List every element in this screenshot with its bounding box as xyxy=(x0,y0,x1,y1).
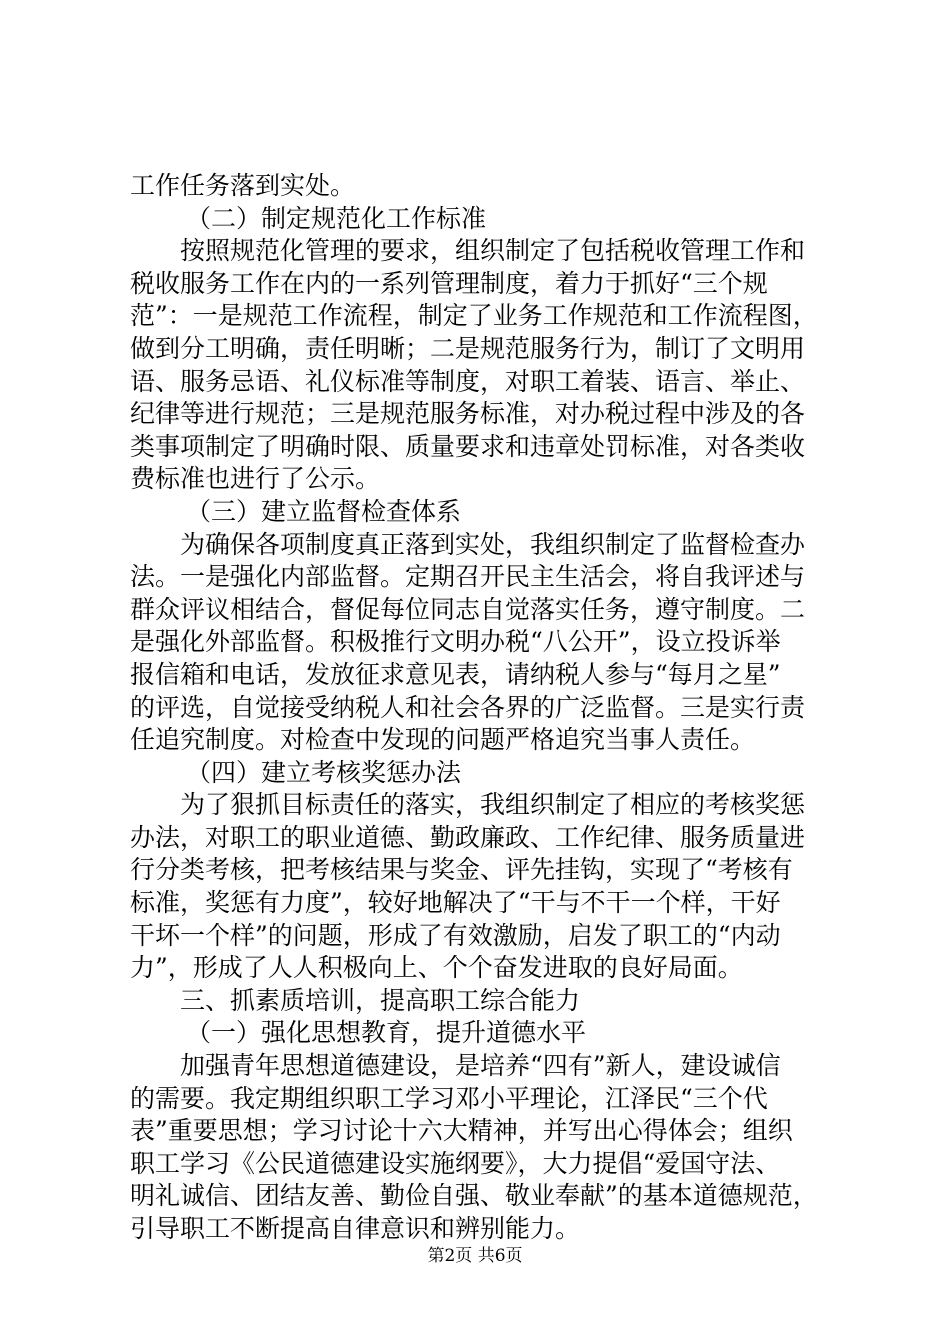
text-line: 的评选，自觉接受纳税人和社会各界的广泛监督。三是实行责 xyxy=(130,692,806,722)
text-line: 职工学习《公民道德建设实施纲要》，大力提倡“爱国守法、 xyxy=(130,1148,781,1178)
text-line: 为确保各项制度真正落到实处，我组织制定了监督检查办 xyxy=(180,529,806,559)
text-line: 按照规范化管理的要求，组织制定了包括税收管理工作和 xyxy=(180,236,806,266)
section-heading: （一）强化思想教育，提升道德水平 xyxy=(186,1018,587,1048)
text-line: 标准，奖惩有力度”，较好地解决了“干与不干一个样，干好 xyxy=(130,888,781,918)
text-line: 引导职工不断提高自律意识和辨别能力。 xyxy=(130,1214,581,1243)
body-text xyxy=(130,170,840,1246)
text-line: 工作任务落到实处。 xyxy=(130,171,356,200)
text-line: 群众评议相结合，督促每位同志自觉落实任务，遵守制度。二 xyxy=(130,594,806,624)
text-line: 做到分工明确，责任明晰；二是规范服务行为，制订了文明用 xyxy=(130,333,806,363)
text-line: 明礼诚信、团结友善、勤俭自强、敬业奉献”的基本道德规范， xyxy=(130,1181,818,1211)
page-number-footer: 第2页 共6页 xyxy=(427,1246,523,1266)
text-line: 行分类考核，把考核结果与奖金、评先挂钩，实现了“考核有 xyxy=(130,855,793,885)
text-line: 类事项制定了明确时限、质量要求和违章处罚标准，对各类收 xyxy=(130,431,806,461)
text-line: 表”重要思想；学习讨论十六大精神，并写出心得体会；组织 xyxy=(130,1116,793,1146)
text-line: 干坏一个样”的问题，形成了有效激励，启发了职工的“内动 xyxy=(130,920,781,950)
text-line: 费标准也进行了公示。 xyxy=(130,464,381,494)
text-line: 税收服务工作在内的一系列管理制度，着力于抓好“三个规 xyxy=(130,268,768,298)
text-line: 报信箱和电话，发放征求意见表，请纳税人参与“每月之星” xyxy=(130,659,781,689)
text-line: 范”：一是规范工作流程，制定了业务工作规范和工作流程图， xyxy=(130,301,818,331)
text-line: 是强化外部监督。积极推行文明办税“八公开”，设立投诉举 xyxy=(130,627,781,657)
text-line: 力”，形成了人人积极向上、个个奋发进取的良好局面。 xyxy=(130,953,743,983)
section-heading: （四）建立考核奖惩办法 xyxy=(186,757,462,787)
text-line: 纪律等进行规范；三是规范服务标准，对办税过程中涉及的各 xyxy=(130,399,806,429)
text-line: 语、服务忌语、礼仪标准等制度，对职工着装、语言、举止、 xyxy=(130,366,806,396)
section-heading: （三）建立监督检查体系 xyxy=(186,496,462,526)
text-line: 加强青年思想道德建设，是培养“四有”新人，建设诚信 xyxy=(180,1051,781,1081)
section-heading: （二）制定规范化工作标准 xyxy=(186,203,487,233)
text-line: 任追究制度。对检查中发现的问题严格追究当事人责任。 xyxy=(130,725,756,755)
text-line: 的需要。我定期组织职工学习邓小平理论，江泽民“三个代 xyxy=(130,1083,768,1113)
text-line: 办法，对职工的职业道德、勤政廉政、工作纪律、服务质量进 xyxy=(130,822,806,852)
chapter-heading: 三、抓素质培训，提高职工综合能力 xyxy=(180,985,581,1015)
text-line: 为了狠抓目标责任的落实，我组织制定了相应的考核奖惩 xyxy=(180,790,806,820)
text-line: 法。一是强化内部监督。定期召开民主生活会，将自我评述与 xyxy=(130,562,806,592)
